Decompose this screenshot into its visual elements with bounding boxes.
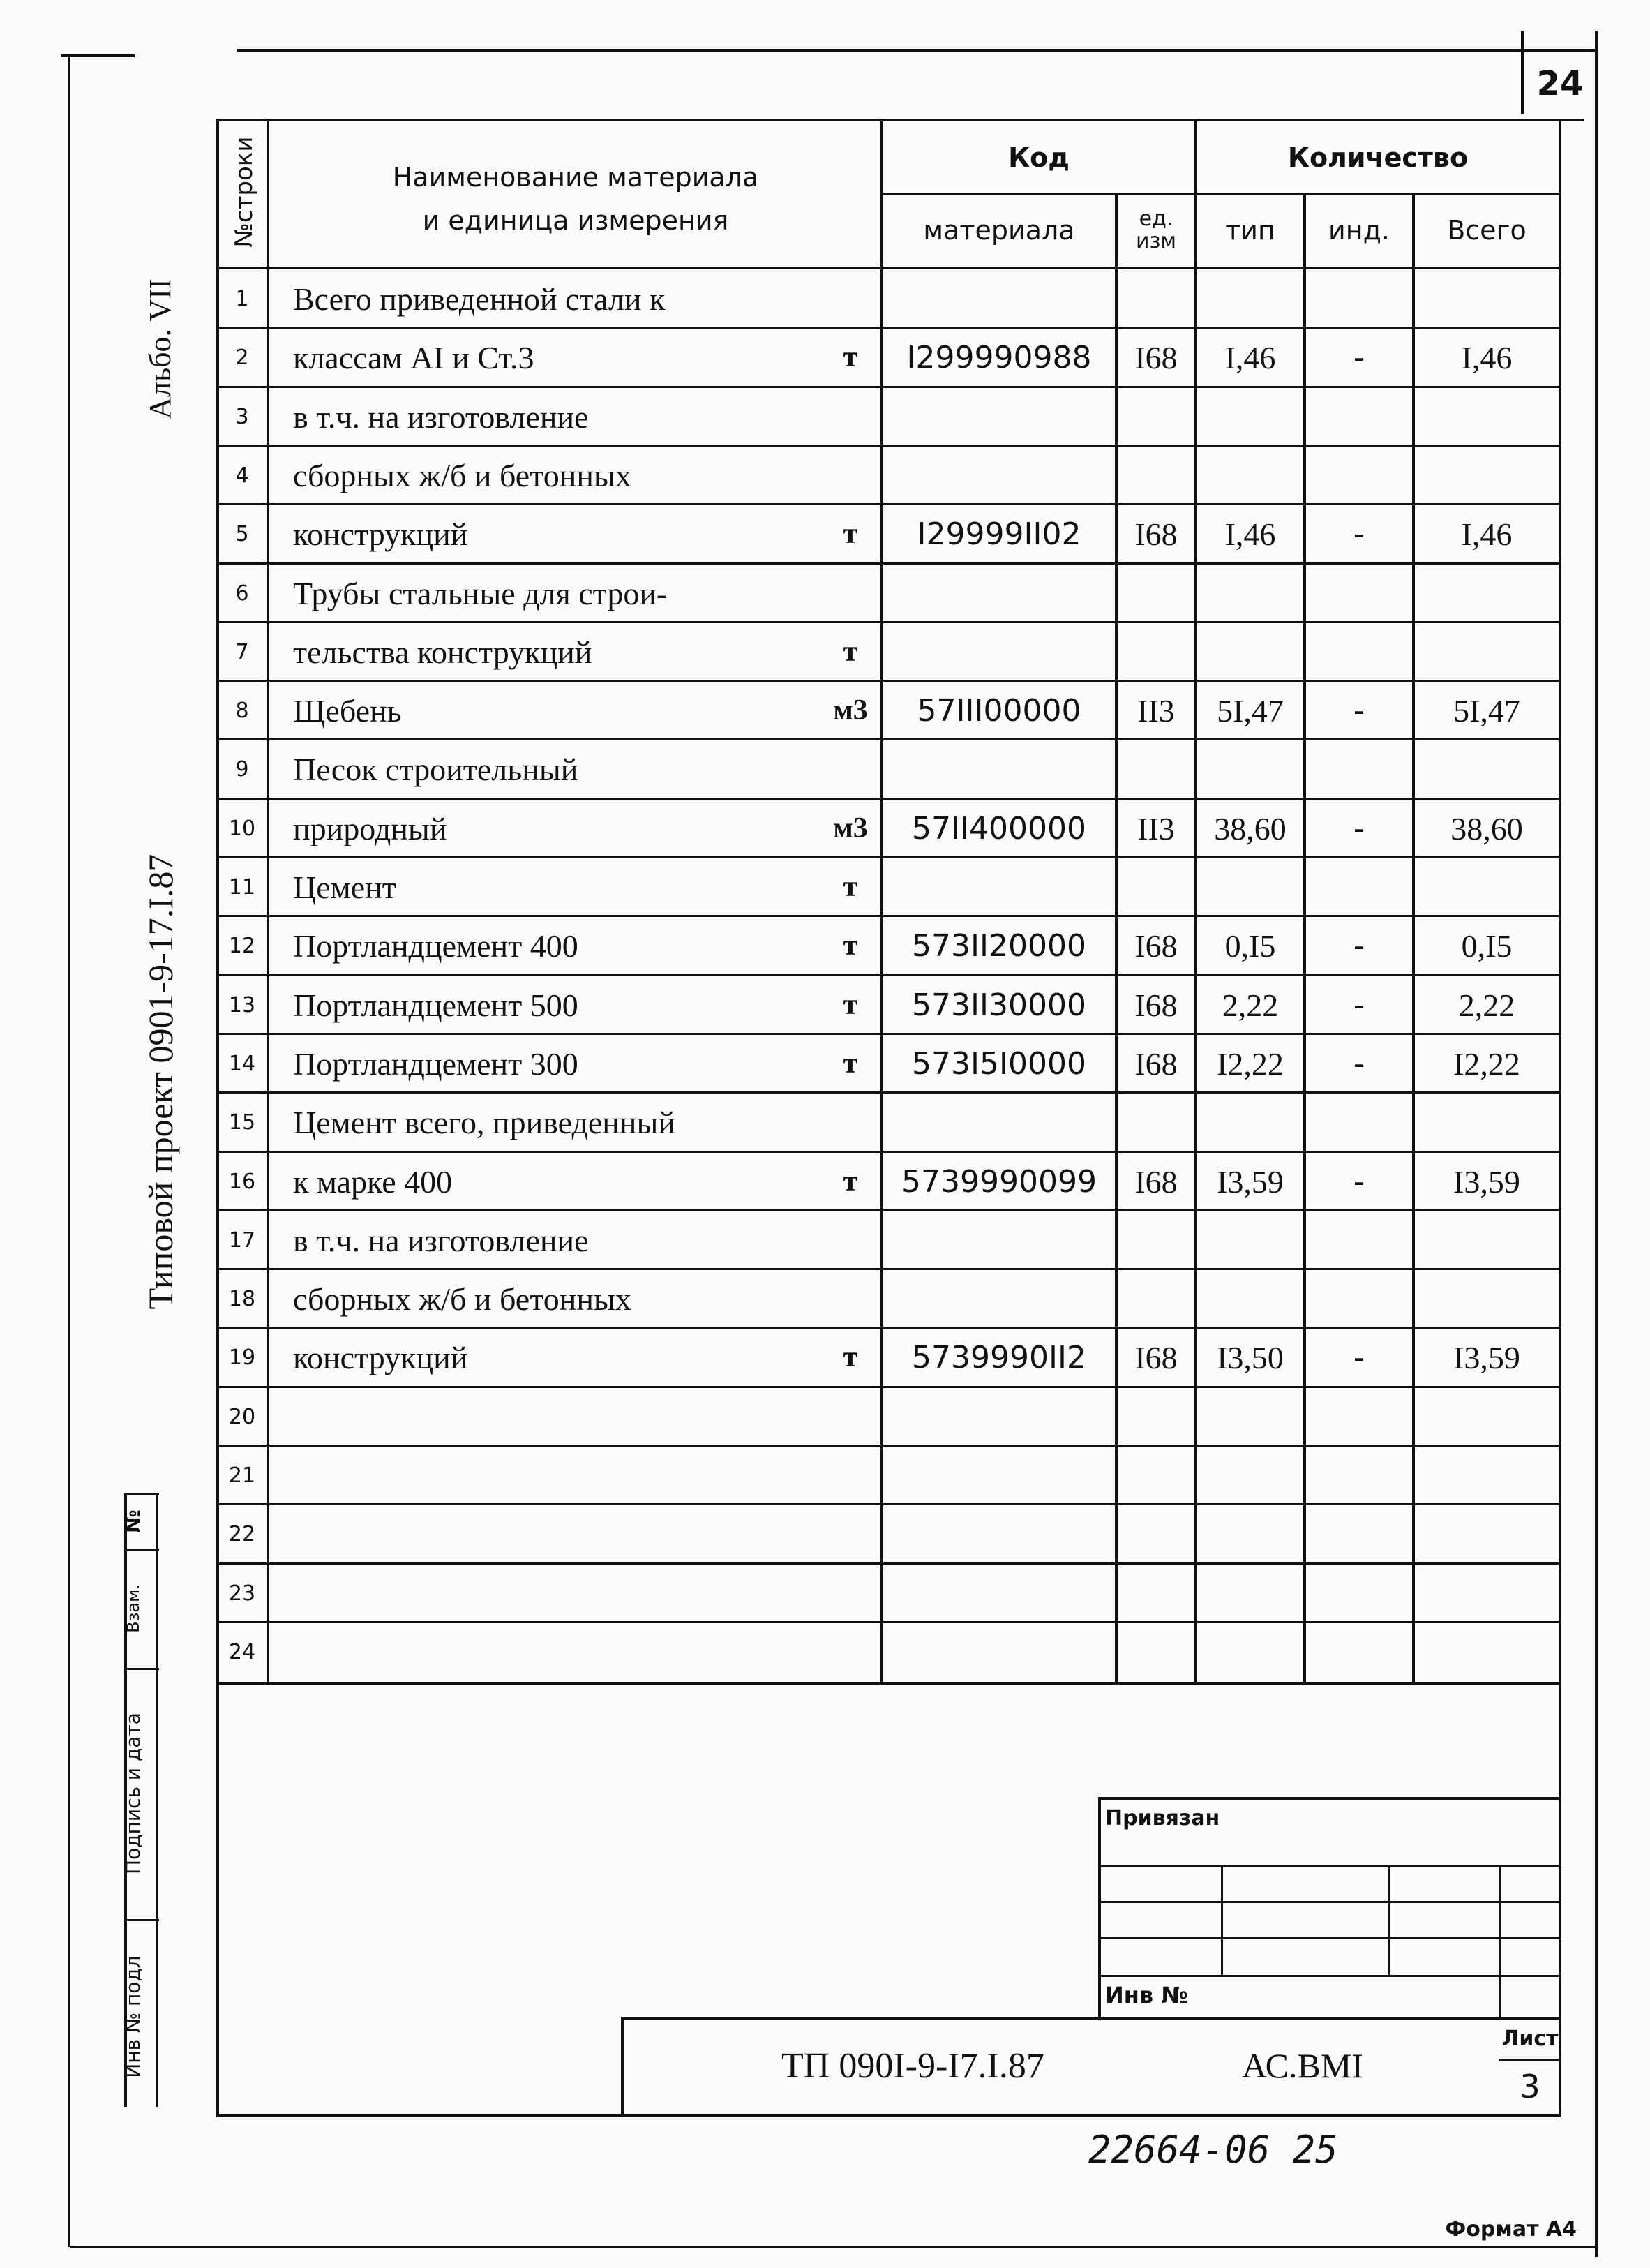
cell-name (293, 1622, 823, 1681)
format-label: Формат А4 (1445, 2216, 1577, 2241)
cell-total (1415, 1269, 1559, 1328)
cell-unit (823, 740, 878, 798)
cell-code (883, 1269, 1115, 1328)
privyazan-col3 (1499, 1865, 1501, 2018)
left-stamp-line2 (124, 1668, 159, 1670)
designation: ТП 090I-9-I7.I.87 (781, 2045, 1044, 2086)
cell-tip: I2,22 (1217, 1045, 1284, 1082)
cell-unit: т (843, 871, 858, 903)
cell-unit (823, 269, 878, 328)
cell-name: Трубы стальные для строи- (293, 575, 668, 611)
cell-ed: I68 (1134, 1339, 1178, 1375)
cell-total (1415, 269, 1559, 328)
cell-total (1415, 564, 1559, 622)
cell-total (1415, 1387, 1559, 1446)
cell-ed (1118, 740, 1194, 798)
cell-ind: - (1353, 1338, 1365, 1376)
cell-ind: - (1353, 515, 1365, 553)
cell-tip (1197, 387, 1303, 446)
cell-tip (1197, 1446, 1303, 1505)
cell-ind: - (1353, 338, 1365, 376)
privyazan-col2 (1388, 1865, 1390, 1976)
cell-ind: - (1353, 1163, 1365, 1200)
cell-ed (1118, 1211, 1194, 1269)
cell-total (1415, 622, 1559, 681)
cell-n: 12 (228, 933, 256, 958)
cell-ind (1306, 1505, 1412, 1563)
cell-ed: II3 (1137, 810, 1175, 846)
main-stamp-left (621, 2017, 624, 2114)
cell-code: 57II400000 (912, 810, 1086, 846)
left-stamp-line3 (124, 1919, 159, 1921)
top-border (237, 49, 1598, 52)
cell-code (883, 1093, 1115, 1151)
cell-tip: I3,59 (1217, 1163, 1284, 1200)
cell-n: 1 (235, 286, 249, 311)
cell-unit (823, 446, 878, 505)
cell-total: I3,59 (1453, 1339, 1520, 1375)
cell-code (883, 622, 1115, 681)
privyazan-line3 (1098, 1937, 1561, 1939)
cell-name: к марке 400 (293, 1163, 453, 1200)
cell-ed (1118, 446, 1194, 505)
cell-ind (1306, 1211, 1412, 1269)
table-body-bottom (216, 1682, 1561, 1685)
cell-tip (1197, 622, 1303, 681)
cell-ind (1306, 858, 1412, 916)
cell-ind: - (1353, 927, 1365, 964)
cell-ed (1118, 1505, 1194, 1563)
cell-n: 4 (235, 463, 249, 488)
cell-name: в т.ч. на изготовление (293, 1222, 589, 1258)
cell-unit: м3 (833, 694, 868, 726)
left-stamp-line1 (124, 1549, 159, 1551)
cell-ed (1118, 1446, 1194, 1505)
cell-n: 6 (235, 581, 249, 606)
cell-ed: I68 (1134, 1045, 1178, 1082)
cell-total: I2,22 (1453, 1045, 1520, 1082)
sheet-number: 24 (1536, 64, 1584, 103)
cell-n: 8 (235, 698, 249, 723)
cell-unit: м3 (833, 812, 868, 844)
cell-name (293, 1564, 823, 1622)
cell-ind (1306, 1622, 1412, 1681)
cell-name: Всего приведенной стали к (293, 281, 666, 317)
header-mid-line (880, 193, 1559, 195)
cell-unit: т (843, 636, 858, 668)
cell-unit: т (843, 1047, 858, 1080)
cell-ind (1306, 387, 1412, 446)
cell-name: Щебень (293, 692, 402, 729)
left-stamp-inv-podl: Инв № подл (121, 1955, 144, 2078)
cell-tip (1197, 1387, 1303, 1446)
cell-n: 2 (235, 345, 249, 370)
cell-name: классам AI и Ст.3 (293, 339, 534, 375)
cell-code (883, 1505, 1115, 1563)
cell-ind (1306, 564, 1412, 622)
cell-name: Песок строительный (293, 751, 578, 787)
privyazan-line1 (1098, 1865, 1561, 1867)
cell-ed: I68 (1134, 339, 1178, 375)
cell-tip (1197, 1211, 1303, 1269)
cell-n: 13 (228, 992, 256, 1017)
cell-unit (823, 1505, 878, 1563)
cell-name: Портландцемент 300 (293, 1045, 578, 1082)
cell-name: Цемент (293, 869, 396, 905)
cell-tip (1197, 740, 1303, 798)
cell-ed (1118, 1269, 1194, 1328)
doc-code: АС.ВМI (1242, 2046, 1363, 2085)
cell-ed (1118, 387, 1194, 446)
cell-name: Портландцемент 500 (293, 987, 578, 1023)
cell-n: 5 (235, 521, 249, 546)
main-stamp-top (621, 2017, 1561, 2020)
left-stamp-sign-date: Подпись и дата (121, 1713, 144, 1874)
cell-ed (1118, 622, 1194, 681)
cell-name: природный (293, 810, 447, 846)
cell-ed (1118, 1622, 1194, 1681)
cell-name: сборных ж/б и бетонных (293, 1281, 631, 1317)
cell-ed (1118, 1564, 1194, 1622)
inv-no-label: Инв № (1105, 1982, 1188, 2008)
col-line-num (267, 119, 269, 1682)
cell-n: 19 (228, 1345, 256, 1370)
left-stamp-inner (156, 1493, 158, 2107)
cell-ind (1306, 1269, 1412, 1328)
cell-tip: 2,22 (1222, 987, 1279, 1023)
cell-name: в т.ч. на изготовление (293, 398, 589, 435)
cell-unit (823, 1564, 878, 1622)
cell-n: 16 (228, 1169, 256, 1194)
privyazan-line2 (1098, 1901, 1561, 1903)
cell-ed (1118, 1387, 1194, 1446)
cell-tip (1197, 1622, 1303, 1681)
cell-name (293, 1387, 823, 1446)
cell-total (1415, 1505, 1559, 1563)
header-quantity: Количество (1287, 142, 1469, 173)
cell-tip: 38,60 (1214, 810, 1287, 846)
cell-ed: I68 (1134, 1163, 1178, 1200)
list-value: 3 (1520, 2068, 1540, 2105)
cell-total (1415, 387, 1559, 446)
cell-code (883, 269, 1115, 328)
privyazan-line4 (1098, 1975, 1561, 1977)
cell-code: I299990988 (906, 339, 1092, 375)
cell-n: 14 (228, 1051, 256, 1076)
cell-ed: I68 (1134, 987, 1178, 1023)
cell-tip (1197, 269, 1303, 328)
cell-ind (1306, 740, 1412, 798)
cell-tip (1197, 564, 1303, 622)
cell-code: 5739990099 (901, 1163, 1097, 1200)
cell-total: 5I,47 (1453, 692, 1520, 729)
project-label: Типовой проект 0901-9-17.I.87 (141, 853, 180, 1310)
cell-tip (1197, 858, 1303, 916)
cell-unit: т (843, 930, 858, 962)
cell-ed: I68 (1134, 516, 1178, 552)
cell-n: 24 (228, 1639, 256, 1664)
privyazan-label: Привязан (1105, 1805, 1220, 1830)
cell-tip: I3,50 (1217, 1339, 1284, 1375)
cell-n: 18 (228, 1286, 256, 1311)
cell-unit (823, 387, 878, 446)
cell-total (1415, 1622, 1559, 1681)
cell-total: I,46 (1461, 339, 1513, 375)
header-qty-total: Всего (1447, 215, 1527, 246)
cell-unit: т (843, 518, 858, 550)
cell-code (883, 858, 1115, 916)
top-left-dash (61, 54, 135, 57)
cell-code (883, 740, 1115, 798)
cell-total (1415, 740, 1559, 798)
privyazan-left (1098, 1797, 1101, 2020)
cell-code (883, 1387, 1115, 1446)
header-row-no: №строки (230, 136, 258, 248)
cell-total (1415, 858, 1559, 916)
cell-tip (1197, 446, 1303, 505)
cell-code: 573II20000 (912, 927, 1086, 964)
cell-code: 573II30000 (912, 987, 1086, 1023)
cell-n: 17 (228, 1228, 256, 1253)
list-label: Лист (1501, 2026, 1559, 2051)
cell-n: 20 (228, 1404, 256, 1429)
list-divider (1499, 2059, 1561, 2061)
cell-ind (1306, 1564, 1412, 1622)
cell-ind: - (1353, 1045, 1365, 1082)
cell-name (293, 1505, 823, 1563)
cell-total: I3,59 (1453, 1163, 1520, 1200)
cell-ed: II3 (1137, 692, 1175, 729)
cell-ind (1306, 1446, 1412, 1505)
cell-code: 573I5I0000 (912, 1045, 1086, 1082)
album-label: Альбо. VII (143, 278, 177, 419)
archive-number: 22664-06 25 (1088, 2127, 1338, 2172)
cell-unit (823, 1622, 878, 1681)
cell-unit (823, 1211, 878, 1269)
cell-total (1415, 446, 1559, 505)
sheet-number-box-left (1521, 31, 1524, 114)
cell-total: 38,60 (1450, 810, 1523, 846)
left-border (68, 56, 70, 2247)
cell-name: Цемент всего, приведенный (293, 1104, 676, 1140)
cell-unit (823, 1269, 878, 1328)
cell-total: 2,22 (1458, 987, 1515, 1023)
cell-code (883, 1211, 1115, 1269)
header-qty-type: тип (1225, 215, 1275, 246)
cell-tip (1197, 1269, 1303, 1328)
cell-total (1415, 1446, 1559, 1505)
cell-unit (823, 1093, 878, 1151)
cell-n: 21 (228, 1463, 256, 1488)
cell-unit: т (843, 1341, 858, 1373)
cell-ed: I68 (1134, 927, 1178, 964)
cell-ind: - (1353, 986, 1365, 1024)
table-right (1559, 119, 1561, 2114)
left-stamp-vzam: Взам. (123, 1584, 143, 1633)
cell-unit: т (843, 341, 858, 373)
right-border (1595, 31, 1598, 2257)
cell-tip: 5I,47 (1217, 692, 1284, 729)
cell-code: I29999II02 (917, 516, 1081, 552)
cell-code: 5739990II2 (912, 1339, 1086, 1375)
cell-n: 15 (228, 1110, 256, 1135)
cell-total (1415, 1211, 1559, 1269)
table-bottom (216, 2114, 1561, 2117)
cell-ind (1306, 622, 1412, 681)
header-material-name: Наименование материала и единица измерения (392, 162, 759, 236)
cell-total: 0,I5 (1461, 927, 1513, 964)
cell-name: тельства конструкций (293, 634, 592, 670)
cell-ind (1306, 269, 1412, 328)
cell-code (883, 1446, 1115, 1505)
cell-total: I,46 (1461, 516, 1513, 552)
cell-code (883, 1564, 1115, 1622)
cell-total (1415, 1093, 1559, 1151)
cell-ind (1306, 1387, 1412, 1446)
cell-tip (1197, 1564, 1303, 1622)
bottom-border (70, 2246, 1595, 2248)
cell-ed (1118, 858, 1194, 916)
cell-unit: т (843, 1165, 858, 1198)
cell-name: конструкций (293, 1339, 468, 1375)
left-stamp-no: № (121, 1509, 144, 1533)
cell-name: Портландцемент 400 (293, 927, 578, 964)
cell-code (883, 564, 1115, 622)
cell-code (883, 1622, 1115, 1681)
cell-unit: т (843, 989, 858, 1021)
cell-ed (1118, 564, 1194, 622)
header-code-material: материала (923, 215, 1075, 246)
header-qty-ind: инд. (1328, 215, 1390, 246)
privyazan-col1 (1221, 1865, 1223, 1975)
cell-n: 7 (235, 639, 249, 664)
table-top (216, 119, 1584, 121)
cell-n: 3 (235, 404, 249, 429)
cell-ind: - (1353, 692, 1365, 729)
cell-ind: - (1353, 810, 1365, 847)
cell-n: 23 (228, 1581, 256, 1606)
cell-unit (823, 1387, 878, 1446)
cell-code (883, 387, 1115, 446)
cell-tip (1197, 1505, 1303, 1563)
cell-n: 10 (228, 816, 256, 841)
cell-name: сборных ж/б и бетонных (293, 457, 631, 493)
cell-tip (1197, 1093, 1303, 1151)
cell-total (1415, 1564, 1559, 1622)
cell-n: 11 (228, 874, 256, 900)
cell-n: 22 (228, 1521, 256, 1546)
cell-n: 9 (235, 756, 249, 782)
cell-tip: I,46 (1224, 339, 1276, 375)
cell-ed (1118, 269, 1194, 328)
privyazan-top (1098, 1797, 1561, 1800)
cell-code (883, 446, 1115, 505)
cell-unit (823, 1446, 878, 1505)
cell-ed (1118, 1093, 1194, 1151)
cell-ind (1306, 446, 1412, 505)
cell-tip: I,46 (1224, 516, 1276, 552)
cell-unit (823, 564, 878, 622)
cell-code: 57III00000 (917, 692, 1081, 729)
cell-name (293, 1446, 823, 1505)
header-code: Код (1008, 142, 1070, 173)
cell-tip: 0,I5 (1224, 927, 1276, 964)
header-code-unit: ед. изм (1135, 207, 1177, 253)
cell-name: конструкций (293, 516, 468, 552)
cell-ind (1306, 1093, 1412, 1151)
